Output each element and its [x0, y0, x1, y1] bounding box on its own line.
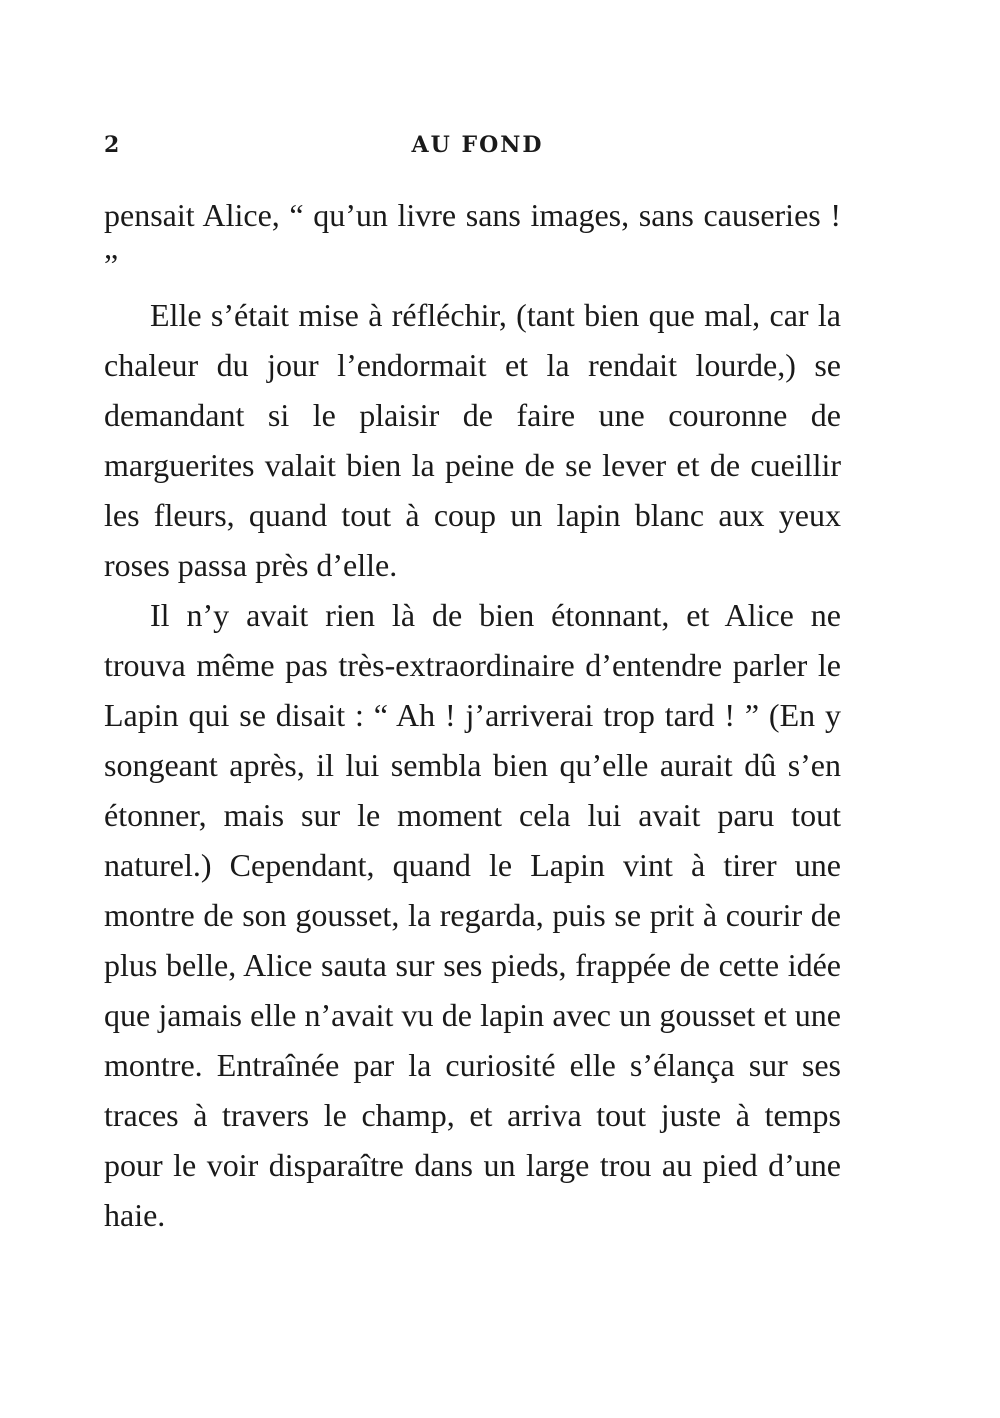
body-text [104, 190, 841, 1240]
paragraph: Il n’y avait rien là de bien étonnant, et Alice ne trouva même pas très-extraordinaire d’entendre parler le Lapin qui se disait : “ Ah ! j’arriverai trop tard ! ” (En y songeant après, il lui sembla bien qu’elle aurait dû s’en étonner, mais sur le moment cela lui avait paru tout naturel.) Cependant, quand le Lapin vint à tirer une montre de son gousset, la regarda, puis se prit à courir de plus belle, Alice sauta sur ses pieds, frappée de cette idée que jamais elle n’avait vu de lapin avec un gousset et une montre. Entraînée par la curiosité elle s’élança sur ses traces à travers le champ, et arriva tout juste à temps pour le voir disparaître dans un large trou au pied d’une haie. [104, 597, 841, 1233]
running-head: AU FOND [411, 132, 544, 158]
paragraph-continuation: pensait Alice, “ qu’un livre sans images, sans causeries ! ” [104, 197, 841, 283]
page-header [104, 132, 841, 162]
page-number: 2 [104, 132, 121, 158]
paragraph: Elle s’était mise à réfléchir, (tant bien que mal, car la chaleur du jour l’endormait et la rendait lourde,) se demandant si le plaisir de faire une couronne de marguerites valait bien la peine de se lever et de cueillir les fleurs, quand tout à coup un lapin blanc aux yeux roses passa près d’elle. [104, 297, 841, 583]
